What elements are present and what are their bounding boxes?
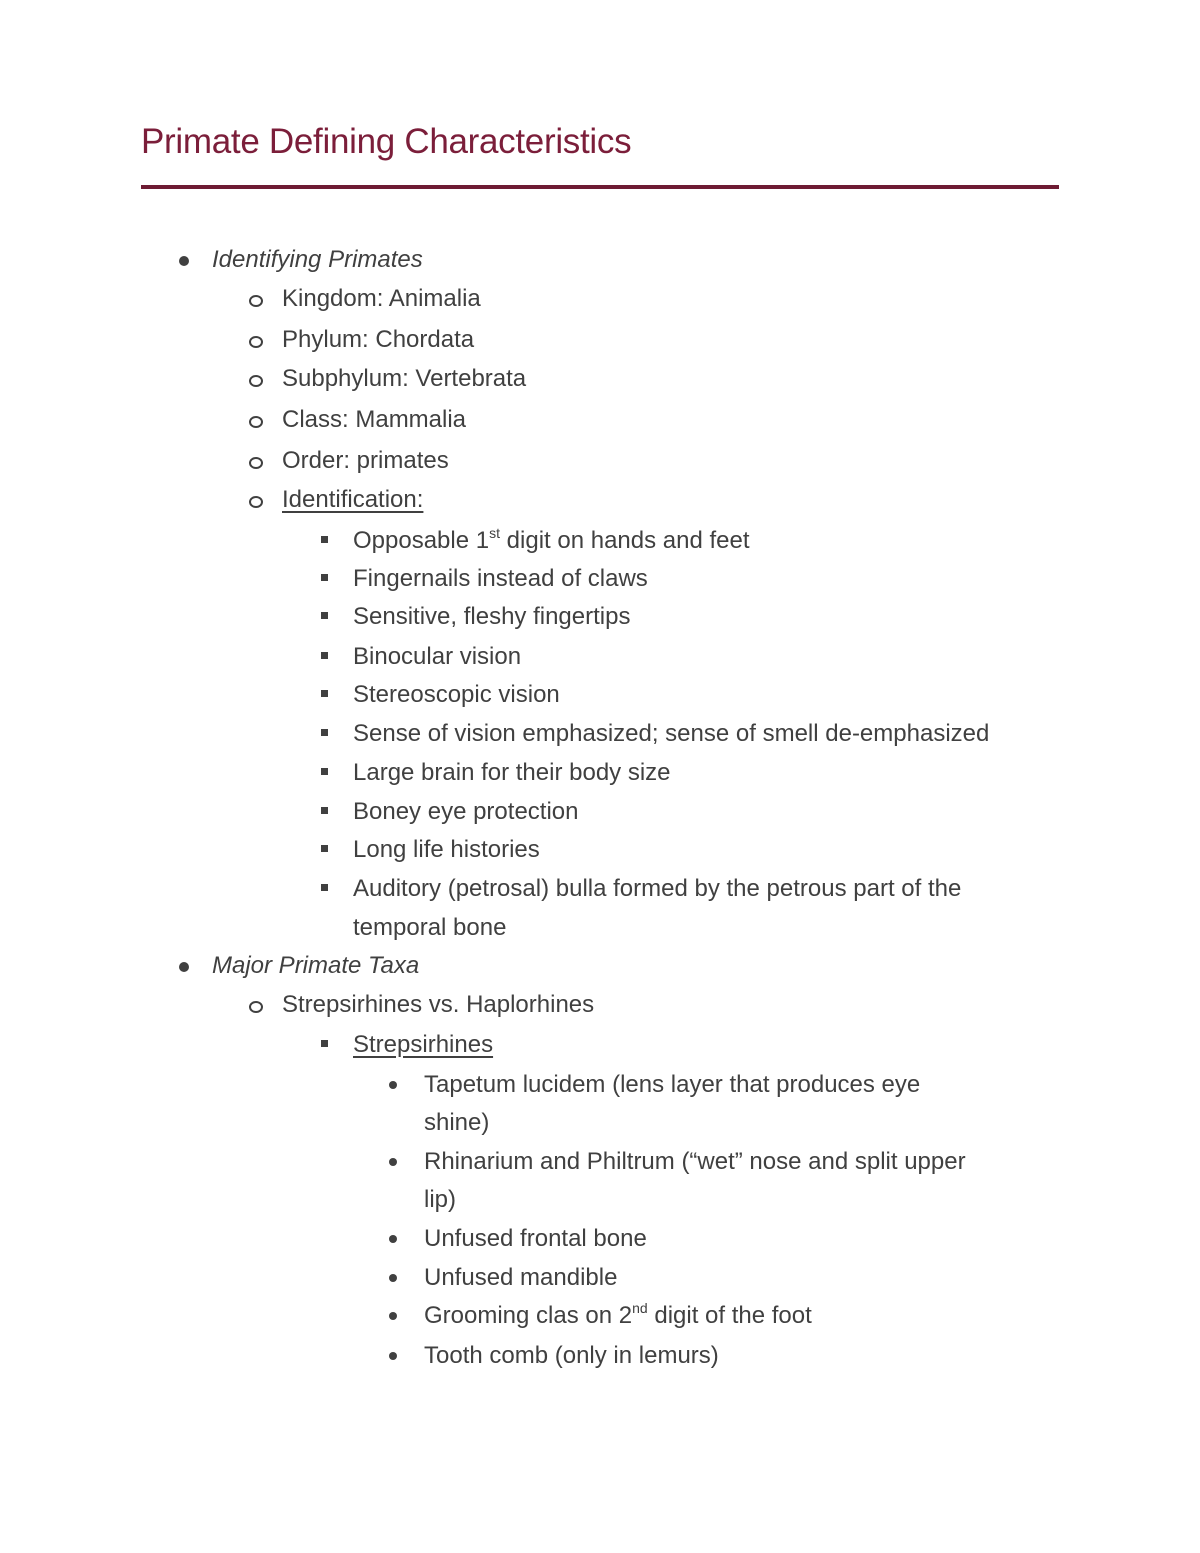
bullet-square-icon	[321, 807, 328, 814]
title-underline-rule	[141, 185, 1059, 189]
strep-trait-item: Rhinarium and Philtrum (“wet” nose and split upper	[424, 1148, 966, 1175]
strep-trait-continuation: lip)	[424, 1186, 457, 1213]
trait-item	[353, 525, 750, 557]
taxonomy-item: Order: primates	[282, 447, 449, 474]
bullet-dot-icon	[389, 1312, 397, 1320]
bullet-circle-icon	[249, 1001, 263, 1013]
trait-item: Auditory (petrosal) bulla formed by the petrous part of the	[353, 875, 962, 902]
bullet-square-icon	[321, 574, 328, 581]
trait-item: Fingernails instead of claws	[353, 565, 648, 592]
bullet-circle-icon	[249, 375, 263, 387]
bullet-square-icon	[321, 652, 328, 659]
taxonomy-item: Subphylum: Vertebrata	[282, 365, 527, 392]
trait-item: Sense of vision emphasized; sense of smell de-emphasized	[353, 720, 990, 747]
strep-trait-item: Unfused frontal bone	[424, 1225, 647, 1252]
bullet-circle-icon	[249, 496, 263, 508]
bullet-square-icon	[321, 768, 328, 775]
strep-trait-item: Unfused mandible	[424, 1264, 618, 1291]
taxonomy-item: Kingdom: Animalia	[282, 285, 481, 312]
bullet-square-icon	[321, 1040, 328, 1047]
bullet-dot-icon	[389, 1274, 397, 1282]
trait-text: digit on hands and feet	[500, 527, 750, 554]
ordinal-suffix: nd	[632, 1300, 648, 1316]
bullet-dot-icon	[389, 1352, 397, 1360]
strepsirhines-label: Strepsirhines	[353, 1031, 494, 1058]
bullet-dot-icon	[389, 1235, 397, 1243]
strep-trait-item	[424, 1300, 812, 1332]
bullet-dot-icon	[179, 256, 189, 266]
strep-trait-item: Tapetum lucidem (lens layer that produces eye	[424, 1071, 921, 1098]
bullet-circle-icon	[249, 457, 263, 469]
taxonomy-item: Phylum: Chordata	[282, 326, 475, 353]
trait-text: Opposable 1	[353, 527, 490, 554]
trait-item: Binocular vision	[353, 643, 522, 670]
trait-text: digit of the foot	[647, 1302, 812, 1329]
bullet-circle-icon	[249, 295, 263, 307]
bullet-square-icon	[321, 884, 328, 891]
bullet-dot-icon	[389, 1081, 397, 1089]
trait-item: Large brain for their body size	[353, 759, 671, 786]
bullet-dot-icon	[179, 962, 189, 972]
trait-item: Stereoscopic vision	[353, 681, 560, 708]
page-title: Primate Defining Characteristics	[141, 122, 632, 161]
bullet-square-icon	[321, 690, 328, 697]
bullet-square-icon	[321, 612, 328, 619]
bullet-square-icon	[321, 845, 328, 852]
bullet-dot-icon	[389, 1158, 397, 1166]
section-heading-taxa: Major Primate Taxa	[212, 952, 420, 979]
trait-item: Long life histories	[353, 836, 540, 863]
strep-trait-continuation: shine)	[424, 1109, 490, 1136]
ordinal-suffix: st	[489, 525, 500, 541]
bullet-circle-icon	[249, 416, 263, 428]
taxonomy-item: Class: Mammalia	[282, 406, 467, 433]
bullet-circle-icon	[249, 336, 263, 348]
identification-label: Identification:	[282, 486, 424, 513]
bullet-square-icon	[321, 536, 328, 543]
trait-text: Grooming clas on 2	[424, 1302, 633, 1329]
section-heading-identifying: Identifying Primates	[212, 246, 423, 273]
trait-item-continuation: temporal bone	[353, 914, 507, 941]
bullet-square-icon	[321, 729, 328, 736]
strep-trait-item: Tooth comb (only in lemurs)	[424, 1342, 719, 1369]
taxa-comparison: Strepsirhines vs. Haplorhines	[282, 991, 595, 1018]
trait-item: Sensitive, fleshy fingertips	[353, 603, 631, 630]
trait-item: Boney eye protection	[353, 798, 579, 825]
